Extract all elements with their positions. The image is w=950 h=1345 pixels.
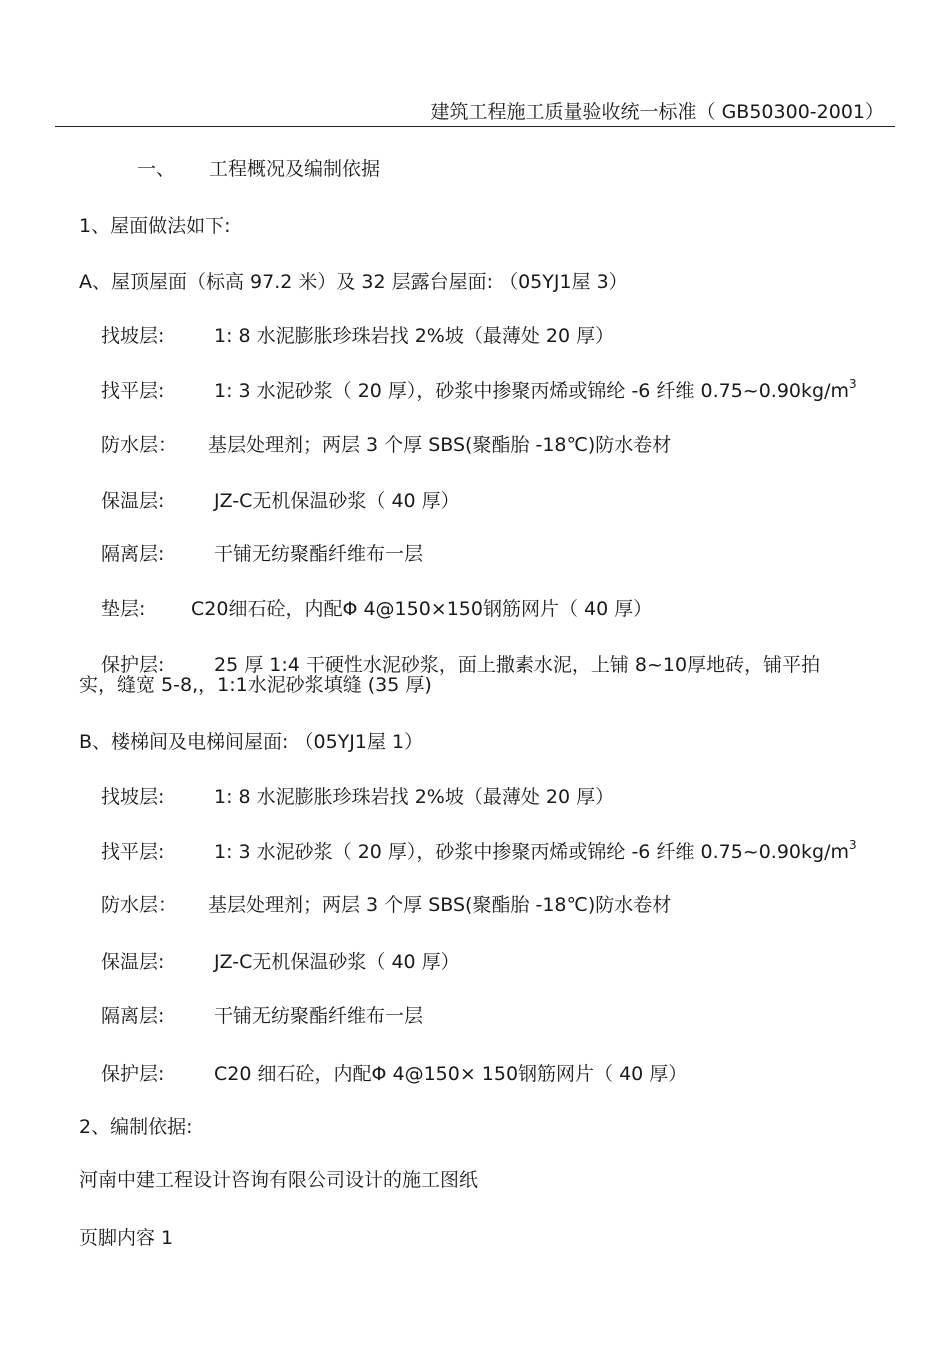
layer-label: 找坡层: <box>101 325 165 347</box>
layer-label: 隔离层: <box>101 1005 165 1027</box>
roof-b-isolation-layer <box>101 1004 423 1028</box>
roof-b-title: B、楼梯间及电梯间屋面: （05YJ1屋 1） <box>79 731 424 753</box>
layer-label: 防水层： <box>101 894 178 916</box>
roof-a-title: A、屋顶屋面（标高 97.2 米）及 32 层露台屋面: （05YJ1屋 3） <box>79 271 628 293</box>
superscript: 3 <box>848 838 857 852</box>
layer-label: 找平层: <box>101 380 165 402</box>
layer-label: 垫层: <box>101 598 146 620</box>
layer-text: 干铺无纺聚酯纤维布一层 <box>214 543 424 565</box>
layer-label: 保温层: <box>101 490 165 512</box>
layer-text: 1: 8 水泥膨胀珍珠岩找 2%坡（最薄处 20 厚） <box>214 786 615 808</box>
layer-label: 防水层： <box>101 434 178 456</box>
roof-a-level-layer <box>101 379 857 403</box>
roof-a-isolation-layer <box>101 542 423 566</box>
layer-text: 25 厚 1:4 干硬性水泥砂浆，面上撒素水泥，上铺 8~10厚地砖，铺平拍 <box>214 654 821 676</box>
page-header-title: 建筑工程施工质量验收统一标准（ GB50300-2001） <box>430 101 884 123</box>
layer-label: 保护层: <box>101 1063 165 1085</box>
roof-a-cushion-layer <box>101 597 652 621</box>
superscript: 3 <box>848 377 857 391</box>
layer-text: 1: 3 水泥砂浆（ 20 厚），砂浆中掺聚丙烯或锦纶 -6 纤维 0.75~0.90kg/m <box>214 841 849 863</box>
layer-text: JZ-C无机保温砂浆（ 40 厚） <box>214 951 460 973</box>
layer-text: C20细石砼，内配Φ 4@150×150钢筋网片（ 40 厚） <box>191 598 653 620</box>
roof-a-waterproof-layer <box>101 433 671 457</box>
roof-b-waterproof-layer <box>101 893 671 917</box>
layer-text: C20 细石砼，内配Φ 4@150× 150钢筋网片（ 40 厚） <box>214 1063 688 1085</box>
page-footer: 页脚内容 1 <box>79 1227 174 1249</box>
layer-label: 找坡层: <box>101 786 165 808</box>
layer-text: 1: 3 水泥砂浆（ 20 厚），砂浆中掺聚丙烯或锦纶 -6 纤维 0.75~0.90kg/m <box>214 380 849 402</box>
layer-text: 1: 8 水泥膨胀珍珠岩找 2%坡（最薄处 20 厚） <box>214 325 615 347</box>
item-heading-roof-methods: 1、屋面做法如下: <box>79 215 231 237</box>
roof-b-protect-layer <box>101 1062 687 1086</box>
layer-label: 找平层: <box>101 841 165 863</box>
layer-text: 干铺无纺聚酯纤维布一层 <box>214 1005 424 1027</box>
item-heading-basis: 2、编制依据: <box>79 1116 193 1138</box>
header-divider <box>55 126 895 127</box>
roof-a-protect-continuation: 实，缝宽 5-8,，1:1水泥砂浆填缝 (35 厚) <box>79 674 432 696</box>
layer-label: 保温层: <box>101 951 165 973</box>
layer-text: 基层处理剂；两层 3 个厚 SBS(聚酯胎 -18℃)防水卷材 <box>208 894 672 916</box>
section-heading <box>137 157 380 181</box>
layer-label: 隔离层: <box>101 543 165 565</box>
section-number: 一、 <box>137 158 176 180</box>
roof-a-slope-layer <box>101 324 614 348</box>
roof-a-insulation-layer <box>101 489 460 513</box>
roof-b-level-layer <box>101 840 857 864</box>
roof-b-insulation-layer <box>101 950 460 974</box>
layer-text: 基层处理剂；两层 3 个厚 SBS(聚酯胎 -18℃)防水卷材 <box>208 434 672 456</box>
section-title: 工程概况及编制依据 <box>209 158 381 180</box>
roof-b-slope-layer <box>101 785 614 809</box>
layer-label: 保护层: <box>101 654 165 676</box>
layer-text: JZ-C无机保温砂浆（ 40 厚） <box>214 490 460 512</box>
basis-text: 河南中建工程设计咨询有限公司设计的施工图纸 <box>79 1169 479 1191</box>
